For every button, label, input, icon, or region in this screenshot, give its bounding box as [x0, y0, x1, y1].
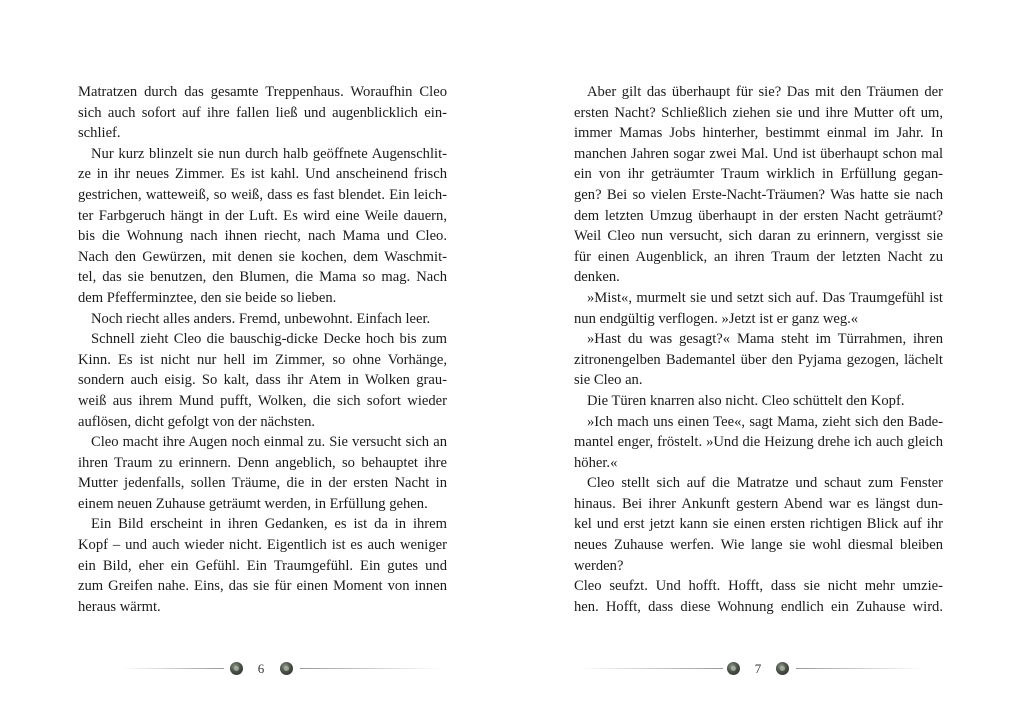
text-line: sie Cleo an. — [574, 372, 643, 389]
footer-rule — [122, 668, 224, 669]
text-line: Mutter jedenfalls, sollen Träume, die in der ersten Nacht in — [78, 475, 447, 492]
right-page-text — [574, 82, 943, 617]
text-line: nun endgültig verflogen. »Jetzt ist er ganz weg.« — [574, 310, 859, 327]
text-line: hen. Hofft, dass diese Wohnung endlich ein Zuhause wird. — [574, 598, 943, 615]
text-line: weiß aus ihrem Mund pufft, Wolken, die sich sofort wieder — [78, 392, 447, 409]
left-page-footer — [0, 660, 510, 678]
text-line: Kinn. Es ist nicht nur hell im Zimmer, so ohne Vorhänge, — [78, 351, 447, 368]
flower-ornament-icon — [776, 662, 789, 675]
text-line: mantel enger, fröstelt. »Und die Heizung drehe ich auch gleich — [574, 434, 943, 451]
text-line: ter Farbgeruch hängt in der Luft. Es wird eine Weile dauern, — [78, 207, 447, 224]
text-line: Cleo stellt sich auf die Matratze und schaut zum Fenster — [587, 475, 943, 492]
right-page-footer — [510, 660, 1020, 678]
text-line: einem neuen Zuhause geträumt werden, in Erfüllung gehen. — [78, 495, 428, 512]
text-line: auflösen, dicht gefolgt von der nächsten. — [78, 413, 316, 430]
text-line: Weil Cleo nun versucht, sich daran zu erinnern, vergisst sie — [574, 228, 943, 245]
text-line: Cleo macht ihre Augen noch einmal zu. Sie versucht sich an — [91, 434, 447, 451]
left-page-text — [78, 82, 447, 617]
text-line: zitronengelben Bademantel über den Pyjama gezogen, lächelt — [574, 351, 943, 368]
text-line: Ein Bild erscheint in ihren Gedanken, es ist da in ihrem — [91, 516, 447, 533]
text-line: werden? — [574, 557, 624, 574]
footer-rule — [796, 668, 924, 669]
text-line: Nur kurz blinzelt sie nun durch halb geöffnete Augenschlit- — [91, 145, 447, 162]
text-line: denken. — [574, 269, 620, 286]
text-line: Matratzen durch das gesamte Treppenhaus. Woraufhin Cleo — [78, 84, 447, 100]
text-line: Nach den Gewürzen, mit denen sie kochen, dem Waschmit- — [78, 248, 447, 265]
flower-ornament-icon — [727, 662, 740, 675]
text-line: für einen Augenblick, an ihren Traum der letzten Nacht zu — [574, 248, 943, 265]
text-line: höher.« — [574, 454, 618, 471]
text-line: zum Greifen nahe. Eins, das sie für einen Moment von innen — [78, 578, 447, 595]
text-line: Die Türen knarren also nicht. Cleo schüttelt den Kopf. — [587, 392, 905, 409]
text-line: Aber gilt das überhaupt für sie? Das mit den Träumen der — [587, 84, 943, 100]
text-line: Schnell zieht Cleo die bauschig-dicke Decke hoch bis zum — [91, 331, 447, 348]
text-line: gen? Bei so vielen Erste-Nacht-Träumen? Was hatte sie nach — [574, 186, 943, 203]
text-line: »Mist«, murmelt sie und setzt sich auf. Das Traumgefühl ist — [587, 289, 943, 306]
text-line: dem Pfefferminztee, den sie beide so lieben. — [78, 289, 337, 306]
text-line: Noch riecht alles anders. Fremd, unbewohnt. Einfach leer. — [91, 310, 431, 327]
text-line: tel, das sie benutzen, den Blumen, die Mama so mag. Nach — [78, 269, 447, 286]
text-line: ze in ihr neues Zimmer. Es ist kahl. Und anscheinend frisch — [78, 166, 447, 183]
text-line: dem letzten Umzug überhaupt in der ersten Nacht geträumt? — [574, 207, 943, 224]
text-line: manchen Jahren sogar zwei Mal. Und ist überhaupt schon mal — [574, 145, 943, 162]
flower-ornament-icon — [230, 662, 243, 675]
text-line: bis die Wohnung nach ihnen riecht, nach Mama und Cleo. — [78, 228, 447, 245]
text-line: hinaus. Bei ihrer Ankunft gestern Abend war es längst dun- — [574, 495, 943, 512]
text-line: kel und erst jetzt kann sie einen ersten richtigen Blick auf ihr — [574, 516, 943, 533]
page-number: 6 — [257, 661, 265, 676]
footer-rule — [300, 668, 442, 669]
text-line: ihren Traum zu erinnern. Denn angeblich, so behauptet ihre — [78, 454, 447, 471]
text-line: sondern auch eisig. So kalt, dass ihr Atem in Wolken grau- — [78, 372, 447, 389]
text-line: immer Mamas Jobs hinterher, bestimmt einmal im Jahr. In — [574, 125, 943, 142]
flower-ornament-icon — [280, 662, 293, 675]
text-line: neues Zuhause werfen. Wie lange sie wohl diesmal bleiben — [574, 537, 943, 554]
text-line: schlief. — [78, 125, 121, 142]
text-line: Cleo seufzt. Und hofft. Hofft, dass sie nicht mehr umzie- — [574, 578, 943, 595]
text-line: Kopf – und auch wieder nicht. Eigentlich ist es auch weniger — [78, 537, 447, 554]
text-line: heraus wärmt. — [78, 598, 161, 615]
text-line: sich auch sofort auf ihre fallen ließ und augenblicklich ein- — [78, 104, 447, 121]
text-line: ein Bild, eher ein Gefühl. Ein Traumgefühl. Ein gutes und — [78, 557, 447, 574]
text-line: ein von ihr geträumter Traum wirklich in Erfüllung gegan- — [574, 166, 943, 183]
text-line: ersten Nacht? Schließlich ziehen sie und ihre Mutter oft um, — [574, 104, 943, 121]
text-line: »Ich mach uns einen Tee«, sagt Mama, zieht sich den Bade- — [587, 413, 943, 430]
text-line: gestrichen, watteweiß, so weiß, dass es fast blendet. Ein leich- — [78, 186, 447, 203]
text-line: »Hast du was gesagt?« Mama steht im Türrahmen, ihren — [587, 331, 943, 348]
right-page — [510, 0, 1020, 721]
footer-rule — [578, 668, 723, 669]
page-number: 7 — [754, 661, 762, 676]
